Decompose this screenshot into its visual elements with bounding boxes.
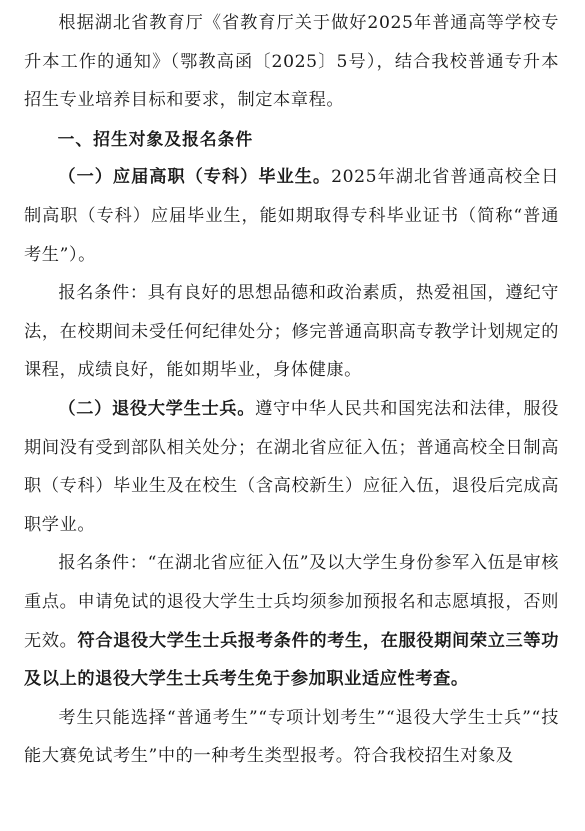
intro-paragraph: 根据湖北省教育厅《省教育厅关于做好2025年普通高等学校专升本工作的通知》（鄂教高函〔2025〕5号），结合我校普通专升本招生专业培养目标和要求，制定本章程。 <box>24 13 559 111</box>
subsection-veterans-paragraph <box>24 390 559 544</box>
graduates-conditions-paragraph: 报名条件：具有良好的思想品德和政治素质，热爱祖国，遵纪守法，在校期间未受任何纪律处分；修完普通高职高专教学计划规定的课程，成绩良好，能如期毕业，身体健康。 <box>24 283 559 381</box>
veterans-conditions-bold-text: 符合退役大学生士兵报考条件的考生，在服役期间荣立三等功及以上的退役大学生士兵考生免于参加职业适应性考查。 <box>24 630 559 690</box>
subsection-veterans-title: （二）退役大学生士兵。 <box>58 398 256 419</box>
veterans-conditions-text: 报名条件：“在湖北省应征入伍”及以大学生身份参军入伍是审核重点。申请免试的退役大学生士兵均须参加预报名和志愿填报，否则无效。 <box>24 553 559 651</box>
veterans-conditions-paragraph <box>24 544 559 698</box>
section-heading-enrollment: 一、招生对象及报名条件 <box>57 128 254 149</box>
subsection-graduates-paragraph <box>24 158 559 274</box>
subsection-graduates-text: 2025年湖北省普通高校全日制高职（专科）应届毕业生，能如期取得专科毕业证书（简称“普通考生”）。 <box>24 167 559 265</box>
subsection-graduates-title: （一）应届高职（专科）毕业生。 <box>58 167 332 188</box>
closing-paragraph: 考生只能选择“普通考生”“专项计划考生”“退役大学生士兵”“技能大赛免试考生”中的一种考生类型报考。符合我校招生对象及 <box>24 707 559 767</box>
subsection-veterans-text: 遵守中华人民共和国宪法和法律，服役期间没有受到部队相关处分；在湖北省应征入伍；普通高校全日制高职（专科）毕业生及在校生（含高校新生）应征入伍，退役后完成高职学业。 <box>24 398 559 535</box>
